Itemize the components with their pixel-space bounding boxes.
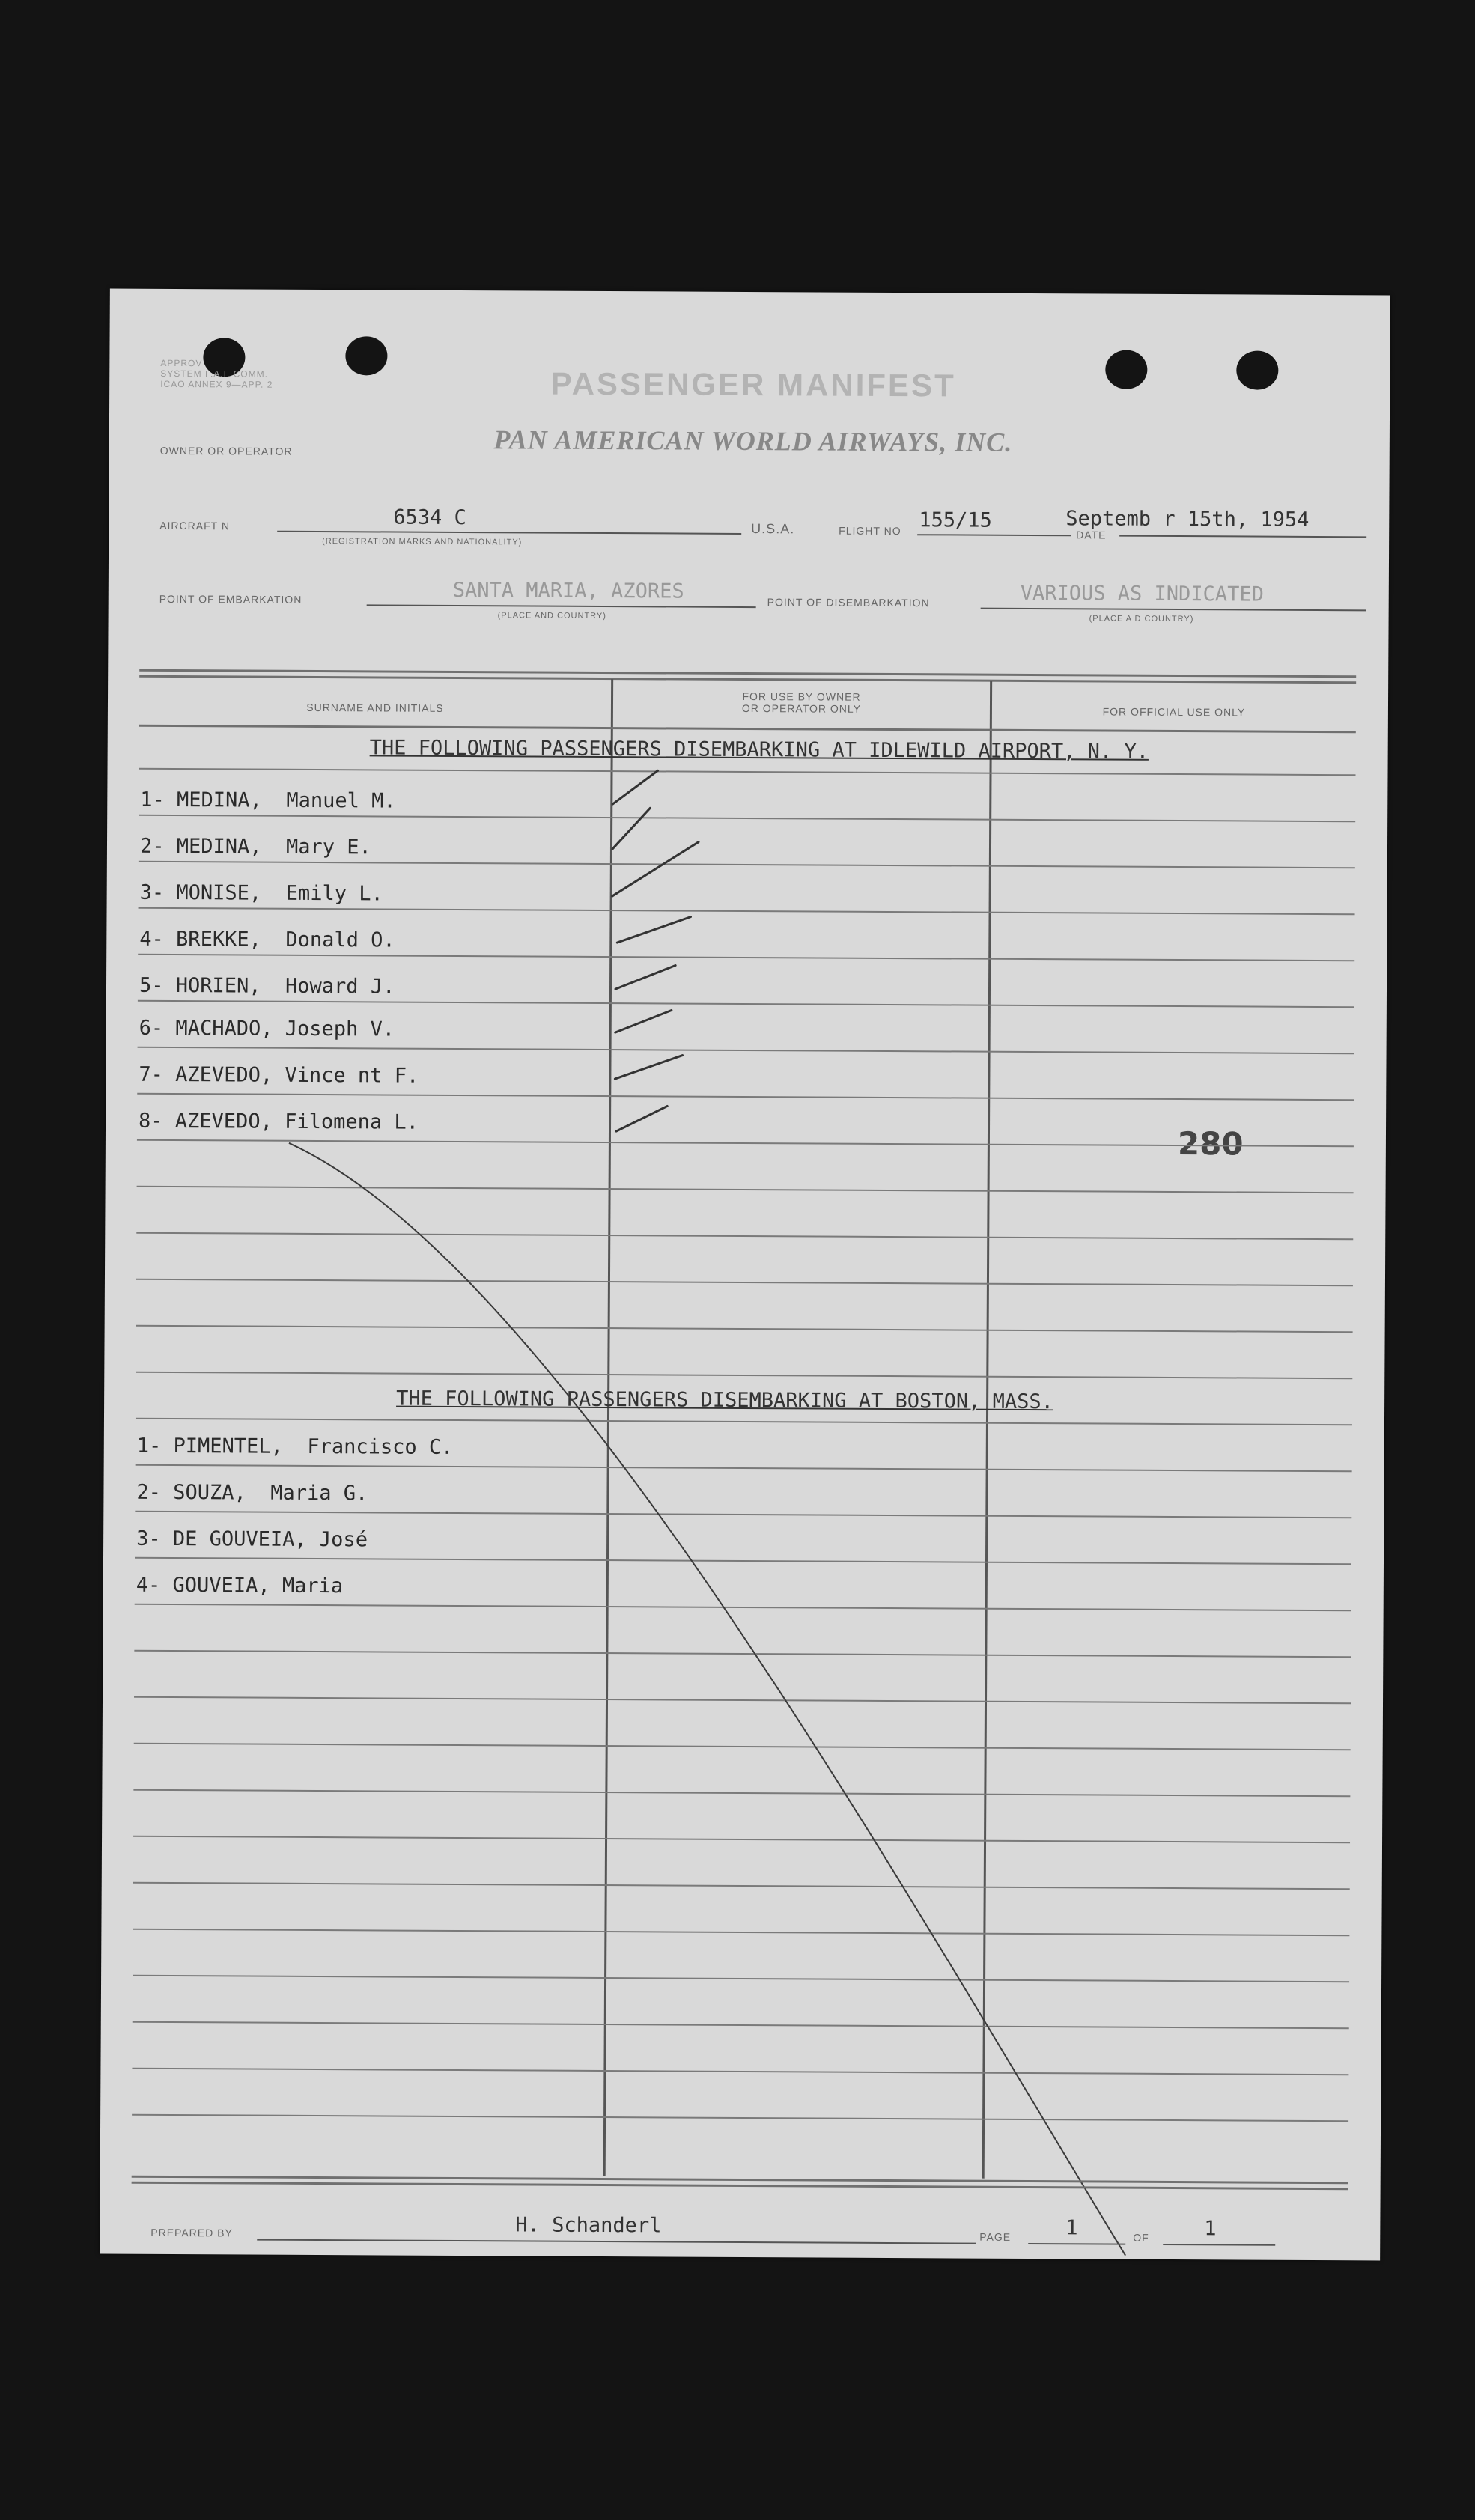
- date-label: DATE: [1076, 529, 1107, 541]
- aircraft-label: AIRCRAFT N: [159, 519, 231, 532]
- column-header-owner-line: OR OPERATOR ONLY: [741, 701, 862, 715]
- passenger-name: 4- BREKKE, Donald O.: [139, 927, 395, 952]
- passenger-name: 3- MONISE, Emily L.: [139, 880, 383, 906]
- passenger-name: 5- HORIEN, Howard J.: [139, 973, 395, 999]
- of-value: 1: [1204, 2217, 1217, 2241]
- prepared-label: PREPARED BY: [150, 2226, 233, 2239]
- page-title: PASSENGER MANIFEST: [550, 365, 956, 404]
- check-mark: [612, 808, 650, 849]
- manifest-sheet: [100, 289, 1390, 2261]
- date-value: Septemb r 15th, 1954: [1065, 507, 1310, 532]
- column-header-official: FOR OFFICIAL USE ONLY: [1102, 705, 1246, 719]
- of-label: OF: [1133, 2231, 1149, 2244]
- passenger-name: 7- AZEVEDO, Vince nt F.: [139, 1062, 419, 1088]
- approval-line: SYSTEM F.A.I. COMM.: [160, 368, 269, 380]
- check-mark: [615, 1055, 682, 1079]
- passenger-name: 2- SOUZA, Maria G.: [136, 1480, 368, 1506]
- check-mark: [615, 1010, 672, 1032]
- passenger-name: 2- MEDINA, Mary E.: [139, 834, 371, 859]
- official-note: 280: [1177, 1125, 1244, 1163]
- check-mark: [612, 841, 699, 897]
- prepared-value: H. Schanderl: [515, 2213, 662, 2238]
- owner-label: OWNER OR OPERATOR: [159, 444, 293, 457]
- embark-label: POINT OF EMBARKATION: [159, 592, 302, 606]
- column-header-names: SURNAME AND INITIALS: [306, 701, 444, 714]
- check-mark: [612, 770, 657, 804]
- owner-value: PAN AMERICAN WORLD AIRWAYS, INC.: [493, 424, 1013, 457]
- disembark-caption: (PLACE A D COUNTRY): [1089, 614, 1194, 624]
- page-value: 1: [1065, 2216, 1078, 2240]
- check-mark: [616, 1106, 667, 1131]
- check-mark: [615, 965, 675, 989]
- column-header-owner-line: FOR USE BY OWNER: [742, 690, 861, 703]
- section-heading-boston: THE FOLLOWING PASSENGERS DISEMBARKING AT BOSTON, MASS.: [396, 1387, 1053, 1414]
- approval-line: APPROV: [160, 357, 203, 369]
- page-label: PAGE: [979, 2230, 1012, 2243]
- nationality: U.S.A.: [751, 521, 795, 537]
- embark-value: SANTA MARIA, AZORES: [452, 578, 684, 603]
- disembark-label: POINT OF DISEMBARKATION: [767, 596, 930, 609]
- passenger-name: 8- AZEVEDO, Filomena L.: [138, 1109, 419, 1134]
- disembark-value: VARIOUS AS INDICATED: [1020, 581, 1264, 606]
- passenger-name: 4- GOUVEIA, Maria: [136, 1573, 344, 1598]
- approval-line: ICAO ANNEX 9—APP. 2: [160, 378, 273, 390]
- check-mark: [617, 916, 690, 943]
- embark-caption: (PLACE AND COUNTRY): [497, 611, 606, 621]
- section-heading-idlewild: THE FOLLOWING PASSENGERS DISEMBARKING AT IDLEWILD AIRPORT, N. Y.: [369, 736, 1149, 764]
- registration-caption: (REGISTRATION MARKS AND NATIONALITY): [322, 537, 523, 547]
- passenger-name: 1- MEDINA, Manuel M.: [140, 788, 396, 813]
- passenger-name: 6- MACHADO, Joseph V.: [139, 1016, 395, 1041]
- flight-label: FLIGHT NO: [839, 524, 901, 538]
- check-marks: [100, 289, 1390, 2261]
- flight-value: 155/15: [919, 508, 992, 532]
- passenger-name: 1- PIMENTEL, Francisco C.: [136, 1434, 454, 1459]
- passenger-name: 3- DE GOUVEIA, José: [136, 1527, 368, 1552]
- strike-through-line: [283, 1143, 1131, 2256]
- aircraft-value: 6534 C: [393, 505, 466, 530]
